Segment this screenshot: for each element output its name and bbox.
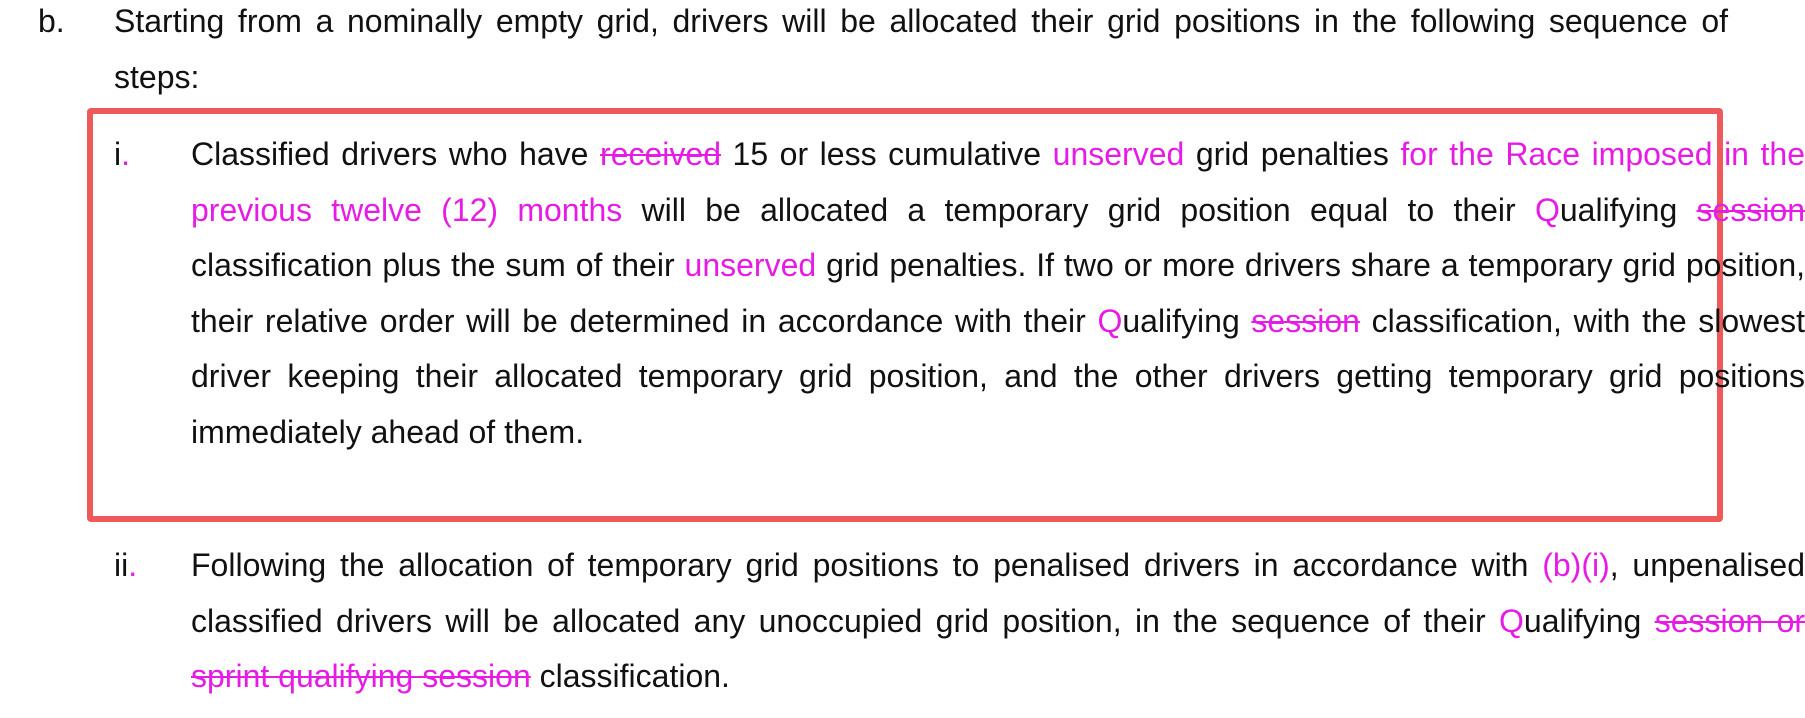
inserted-text: Q: [1534, 191, 1560, 228]
deleted-text: session: [1696, 191, 1805, 228]
paragraph-b: [114, 0, 1728, 105]
inserted-text: unserved: [684, 247, 817, 283]
paragraph-b-text: Starting from a nominally empty grid, drivers will be allocated their grid positions in the following sequence of steps:: [114, 3, 1728, 95]
list-marker-i: i.: [114, 136, 130, 172]
inserted-marker-dot: .: [128, 547, 138, 583]
deleted-text: session or sprint qualifying session: [191, 602, 1805, 694]
inserted-text: Q: [1499, 602, 1524, 639]
paragraph-b-i: Classified drivers who have received 15 or less cumulative unserved grid penalties for the Race imposed in the previous twelve (12) months will be allocated a temporary grid position equal to their Qualifying session classification plus the sum of their unserved grid penalties. If two or more drivers share a temporary grid position, their relative order will be determined in accordance with their Qualifying session classification, with the slowest driver keeping their allocated temporary grid position, and the other drivers getting temporary grid positions immediately ahead of them.: [191, 136, 1805, 450]
inserted-marker-dot: .: [121, 136, 130, 172]
deleted-text: session: [1251, 302, 1360, 339]
inserted-text: (b)(i): [1542, 547, 1610, 583]
inserted-text: for the Race imposed in the previous twelve (12) months: [191, 136, 1805, 228]
list-marker-ii: ii.: [114, 547, 138, 583]
deleted-text: received: [600, 136, 721, 172]
list-marker-b: b.: [38, 3, 65, 39]
inserted-text: unserved: [1052, 136, 1185, 172]
inserted-text: Q: [1097, 302, 1123, 339]
paragraph-b-ii: Following the allocation of temporary grid positions to penalised drivers in accordance with (b)(i), unpenalised classified drivers will be allocated any unoccupied grid position, in the sequence of their Qualifying session or sprint qualifying session classification.: [191, 547, 1805, 694]
